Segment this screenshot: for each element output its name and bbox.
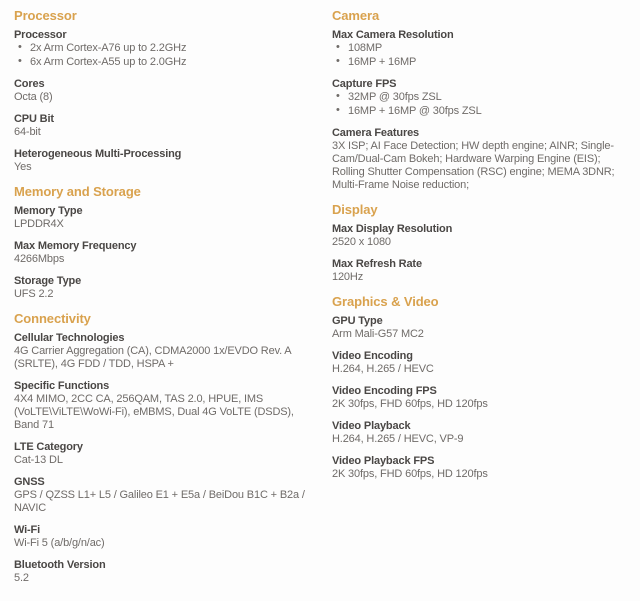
spec-capture-fps [332, 78, 630, 118]
bullet-icon: • [18, 41, 22, 53]
spec-label: Video Encoding [332, 350, 413, 362]
spec-label: Wi-Fi [14, 524, 41, 536]
spec-cpu-bit [14, 113, 312, 139]
spec-cores [14, 78, 312, 104]
section-title: Display [332, 202, 378, 217]
spec-bluetooth-version [14, 559, 312, 585]
bullet-item [332, 56, 630, 70]
bullet-icon: • [336, 103, 340, 116]
spec-label: Max Camera Resolution [332, 29, 454, 41]
bullet-text: 2x Arm Cortex-A76 up to 2.2GHz [30, 42, 187, 54]
spec-wi-fi [14, 524, 312, 550]
spec-gpu-type [332, 315, 630, 341]
spec-value: 120Hz [332, 271, 364, 283]
spec-label: CPU Bit [14, 113, 54, 125]
bullet-text: 16MP + 16MP @ 30fps ZSL [348, 104, 482, 117]
spec-gnss [14, 476, 312, 515]
spec-value: 64-bit [14, 126, 41, 138]
spec-video-playback [332, 420, 630, 446]
spec-label: Storage Type [14, 275, 82, 287]
spec-value: 2K 30fps, FHD 60fps, HD 120fps [332, 468, 488, 480]
section-processor [14, 8, 312, 174]
spec-label: Heterogeneous Multi-Processing [14, 148, 182, 160]
bullet-text: 6x Arm Cortex-A55 up to 2.0GHz [30, 55, 187, 68]
bullet-icon: • [18, 54, 22, 67]
section-connectivity [14, 311, 312, 585]
bullet-text: 108MP [348, 42, 383, 54]
spec-value: Wi-Fi 5 (a/b/g/n/ac) [14, 537, 105, 549]
section-camera [332, 8, 630, 192]
spec-value: LPDDR4X [14, 218, 64, 230]
spec-label: Video Playback [332, 420, 411, 432]
bullet-item [332, 42, 630, 56]
section-title: Camera [332, 8, 380, 23]
spec-label: Cores [14, 78, 45, 90]
section-title: Connectivity [14, 311, 91, 326]
spec-max-display-resolution [332, 223, 630, 249]
spec-label: Max Display Resolution [332, 223, 453, 235]
spec-max-memory-frequency [14, 240, 312, 266]
bullet-list [332, 91, 630, 118]
spec-value: 4X4 MIMO, 2CC CA, 256QAM, TAS 2.0, HPUE, IMS (VoLTE\ViLTE\WoWi-Fi), eMBMS, Dual 4G VoLTE (DSDS), Band 71 [14, 393, 294, 431]
spec-value: H.264, H.265 / HEVC [332, 363, 434, 375]
bullet-list [14, 42, 312, 69]
spec-label: Capture FPS [332, 78, 397, 90]
bullet-icon: • [336, 54, 340, 67]
spec-label: Cellular Technologies [14, 332, 125, 344]
spec-value: H.264, H.265 / HEVC, VP-9 [332, 433, 464, 445]
bullet-item [14, 42, 312, 56]
spec-label: GPU Type [332, 315, 383, 327]
spec-value: Yes [14, 161, 32, 173]
section-title: Processor [14, 8, 77, 23]
bullet-item [332, 91, 630, 105]
spec-value: 2K 30fps, FHD 60fps, HD 120fps [332, 398, 488, 410]
spec-cellular-technologies [14, 332, 312, 371]
bullet-text: 32MP @ 30fps ZSL [348, 91, 442, 103]
spec-value: Arm Mali-G57 MC2 [332, 328, 424, 340]
spec-storage-type [14, 275, 312, 301]
bullet-list [332, 42, 630, 69]
section-graphics-video [332, 294, 630, 481]
spec-max-refresh-rate [332, 258, 630, 284]
spec-value: 4266Mbps [14, 253, 65, 265]
section-title: Memory and Storage [14, 184, 141, 199]
spec-label: Camera Features [332, 127, 420, 139]
spec-label: GNSS [14, 476, 45, 488]
spec-value: 4G Carrier Aggregation (CA), CDMA2000 1x/EVDO Rev. A (SRLTE), 4G FDD / TDD, HSPA + [14, 345, 291, 370]
spec-memory-type [14, 205, 312, 231]
spec-value: UFS 2.2 [14, 288, 54, 300]
column-right [332, 5, 630, 594]
bullet-item [332, 105, 630, 119]
spec-video-playback-fps [332, 455, 630, 481]
section-display [332, 202, 630, 284]
spec-label: Max Refresh Rate [332, 258, 422, 270]
spec-video-encoding [332, 350, 630, 376]
spec-value: Octa (8) [14, 91, 53, 103]
bullet-item [14, 56, 312, 70]
spec-label: Max Memory Frequency [14, 240, 137, 252]
spec-value: 3X ISP; AI Face Detection; HW depth engine; AINR; Single-Cam/Dual-Cam Bokeh; Hardware Warping Engine (EIS); Rolling Shutter Compensation (RSC) engine; MEMA 3DNR; Multi-Frame Noise reduction; [332, 140, 615, 191]
spec-video-encoding-fps [332, 385, 630, 411]
section-memory-and-storage [14, 184, 312, 301]
spec-value: 2520 x 1080 [332, 236, 391, 248]
bullet-text: 16MP + 16MP [348, 55, 417, 68]
spec-label: Specific Functions [14, 380, 110, 392]
spec-label: Video Encoding FPS [332, 385, 437, 397]
spec-value: 5.2 [14, 572, 29, 584]
spec-specific-functions [14, 380, 312, 432]
spec-heterogeneous-multi-processing [14, 148, 312, 174]
spec-label: Memory Type [14, 205, 83, 217]
spec-value: Cat-13 DL [14, 454, 63, 466]
spec-value: GPS / QZSS L1+ L5 / Galileo E1 + E5a / BeiDou B1C + B2a / NAVIC [14, 489, 305, 514]
spec-label: LTE Category [14, 441, 83, 453]
bullet-icon: • [336, 90, 340, 102]
spec-label: Processor [14, 29, 67, 41]
column-left [14, 5, 312, 594]
spec-label: Bluetooth Version [14, 559, 106, 571]
spec-camera-features [332, 127, 630, 192]
section-title: Graphics & Video [332, 294, 439, 309]
spec-lte-category [14, 441, 312, 467]
spec-max-camera-resolution [332, 29, 630, 69]
spec-label: Video Playback FPS [332, 455, 435, 467]
bullet-icon: • [336, 41, 340, 53]
spec-processor [14, 29, 312, 69]
